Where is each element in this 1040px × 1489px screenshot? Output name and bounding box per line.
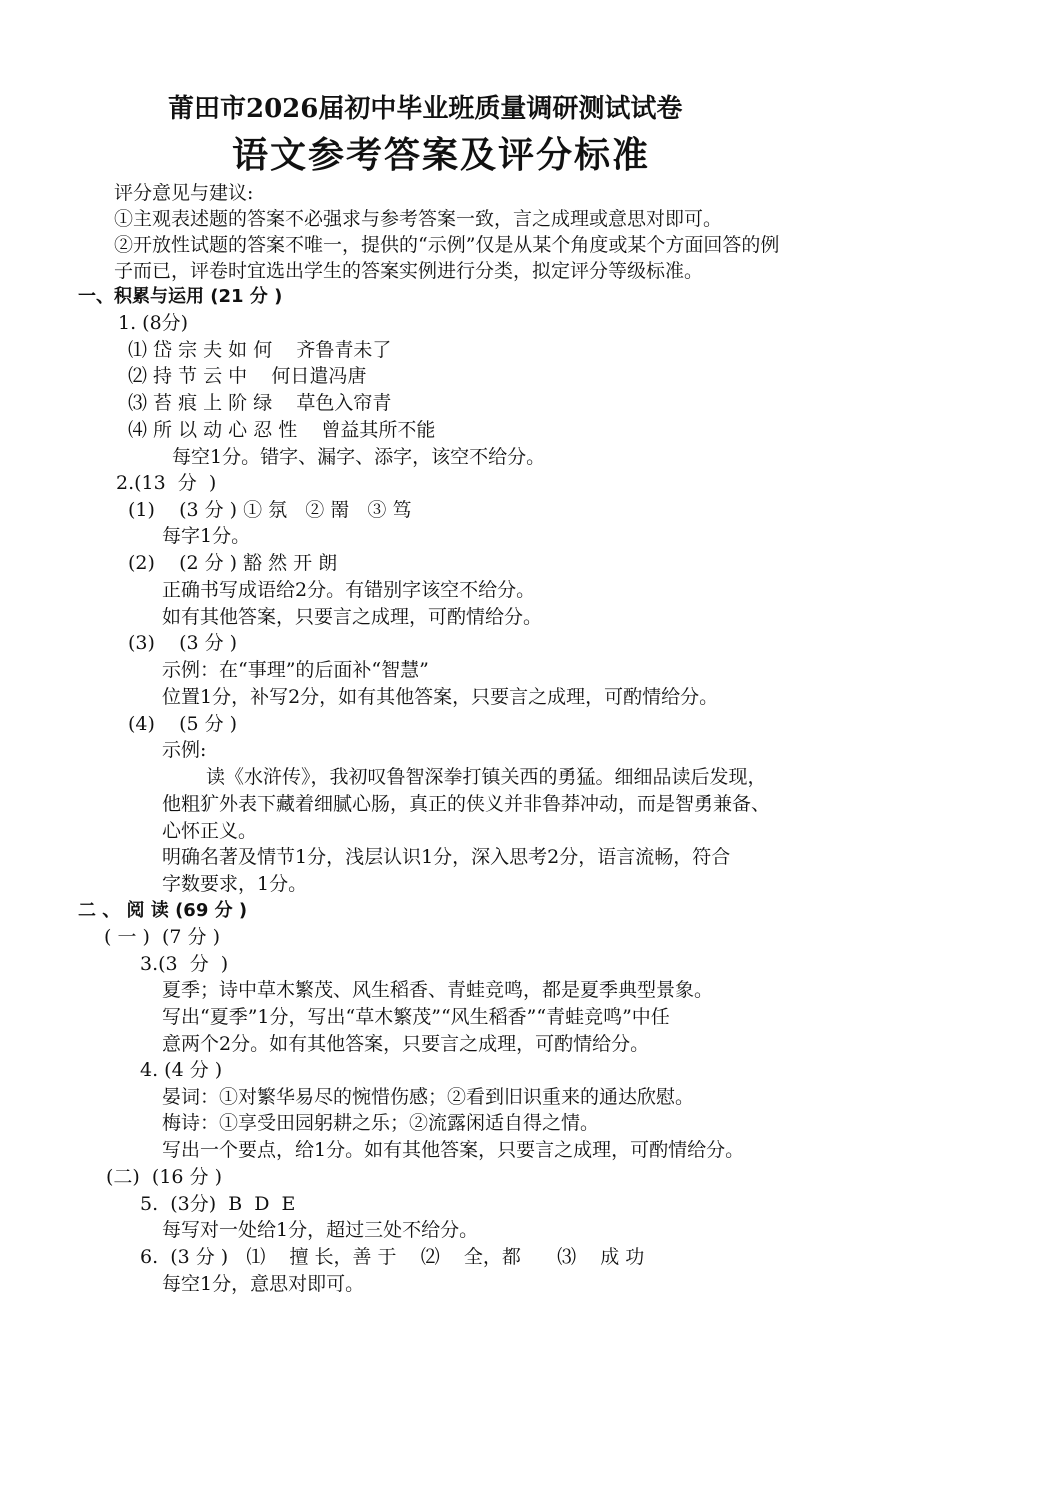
- q1-answer-2: ⑵ 持 节 云 中 何日遣冯唐: [128, 365, 367, 387]
- q1-label: 1. (8分): [118, 312, 189, 334]
- q3-label: 3.(3 分 ): [140, 953, 229, 975]
- q1-answer-3: ⑶ 苔 痕 上 阶 绿 草色入帘青: [128, 392, 392, 414]
- q2-2-note-2: 如有其他答案，只要言之成理，可酌情给分。: [162, 606, 543, 628]
- q2-3-example: 示例：在“事理”的后面补“智慧”: [162, 659, 429, 681]
- exam-title: 莆田市2026届初中毕业班质量调研测试试卷: [168, 94, 683, 124]
- q2-4-example-line-3: 心怀正义。: [162, 820, 258, 842]
- q6-note: 每空1分，意思对即可。: [162, 1273, 365, 1295]
- document-title: 语文参考答案及评分标准: [232, 135, 651, 176]
- reading-part-1-label: ( 一 ) (7 分 ): [104, 926, 220, 948]
- section-heading-2: 二 、 阅 读 (69 分 ): [78, 900, 248, 921]
- intro-heading: 评分意见与建议:: [114, 182, 254, 204]
- q2-2-note-1: 正确书写成语给2分。有错别字该空不给分。: [162, 579, 536, 601]
- q2-4-example-label: 示例:: [162, 739, 207, 761]
- section-heading-1: 一、积累与运用 (21 分 ): [78, 286, 283, 307]
- q6-label: 6. (3 分 ) ⑴ 擅 长，善 于 ⑵ 全，都 ⑶ 成 功: [140, 1246, 645, 1268]
- reading-part-2-label: (二) (16 分 ): [106, 1166, 222, 1188]
- q1-answer-1: ⑴ 岱 宗 夫 如 何 齐鲁青未了: [128, 339, 392, 361]
- q4-label: 4. (4 分 ): [140, 1059, 223, 1081]
- intro-point-2-line2: 子而已，评卷时宜选出学生的答案实例进行分类，拟定评分等级标准。: [114, 260, 704, 282]
- q2-4-label: (4) (5 分 ): [128, 713, 238, 735]
- q3-note-2: 意两个2分。如有其他答案，只要言之成理，可酌情给分。: [162, 1033, 650, 1055]
- q1-answer-4: ⑷ 所 以 动 心 忍 性 曾益其所不能: [128, 419, 436, 441]
- q4-answer-1: 晏词：①对繁华易尽的惋惜伤感；②看到旧识重来的通达欣慰。: [162, 1086, 695, 1108]
- q2-2-label: (2) (2 分 ) 豁 然 开 朗: [128, 552, 338, 574]
- q3-note-1: 写出“夏季”1分，写出“草木繁茂”“风生稻香”“青蛙竞鸣”中任: [162, 1006, 670, 1028]
- intro-point-2-line1: ②开放性试题的答案不唯一，提供的“示例”仅是从某个角度或某个方面回答的例: [114, 234, 780, 256]
- q2-3-note: 位置1分，补写2分，如有其他答案，只要言之成理，可酌情给分。: [162, 686, 719, 708]
- q2-label: 2.(13 分 ): [116, 472, 217, 494]
- q2-4-note-1: 明确名著及情节1分，浅层认识1分，深入思考2分，语言流畅，符合: [162, 846, 731, 868]
- q2-3-label: (3) (3 分 ): [128, 632, 238, 654]
- q2-4-example-line-1: 读《水浒传》，我初叹鲁智深拳打镇关西的勇猛。细细品读后发现，: [206, 766, 767, 788]
- q5-note: 每写对一处给1分，超过三处不给分。: [162, 1219, 479, 1241]
- q2-4-example-line-2: 他粗犷外表下藏着细腻心肠，真正的侠义并非鲁莽冲动，而是智勇兼备、: [162, 793, 771, 815]
- q4-note: 写出一个要点，给1分。如有其他答案，只要言之成理，可酌情给分。: [162, 1139, 745, 1161]
- q2-4-note-2: 字数要求，1分。: [162, 873, 308, 895]
- intro-point-1: ①主观表述题的答案不必强求与参考答案一致，言之成理或意思对即可。: [114, 208, 723, 230]
- q2-1-label: (1) (3 分 ) ① 氛 ② 罱 ③ 笃: [128, 499, 412, 521]
- q4-answer-2: 梅诗：①享受田园躬耕之乐；②流露闲适自得之情。: [162, 1112, 600, 1134]
- q2-1-note: 每字1分。: [162, 525, 251, 547]
- q3-answer: 夏季；诗中草木繁茂、风生稻香、青蛙竞鸣，都是夏季典型景象。: [162, 979, 714, 1001]
- q5-label: 5. (3分) B D E: [140, 1193, 296, 1215]
- q1-note: 每空1分。错字、漏字、添字，该空不给分。: [172, 446, 546, 468]
